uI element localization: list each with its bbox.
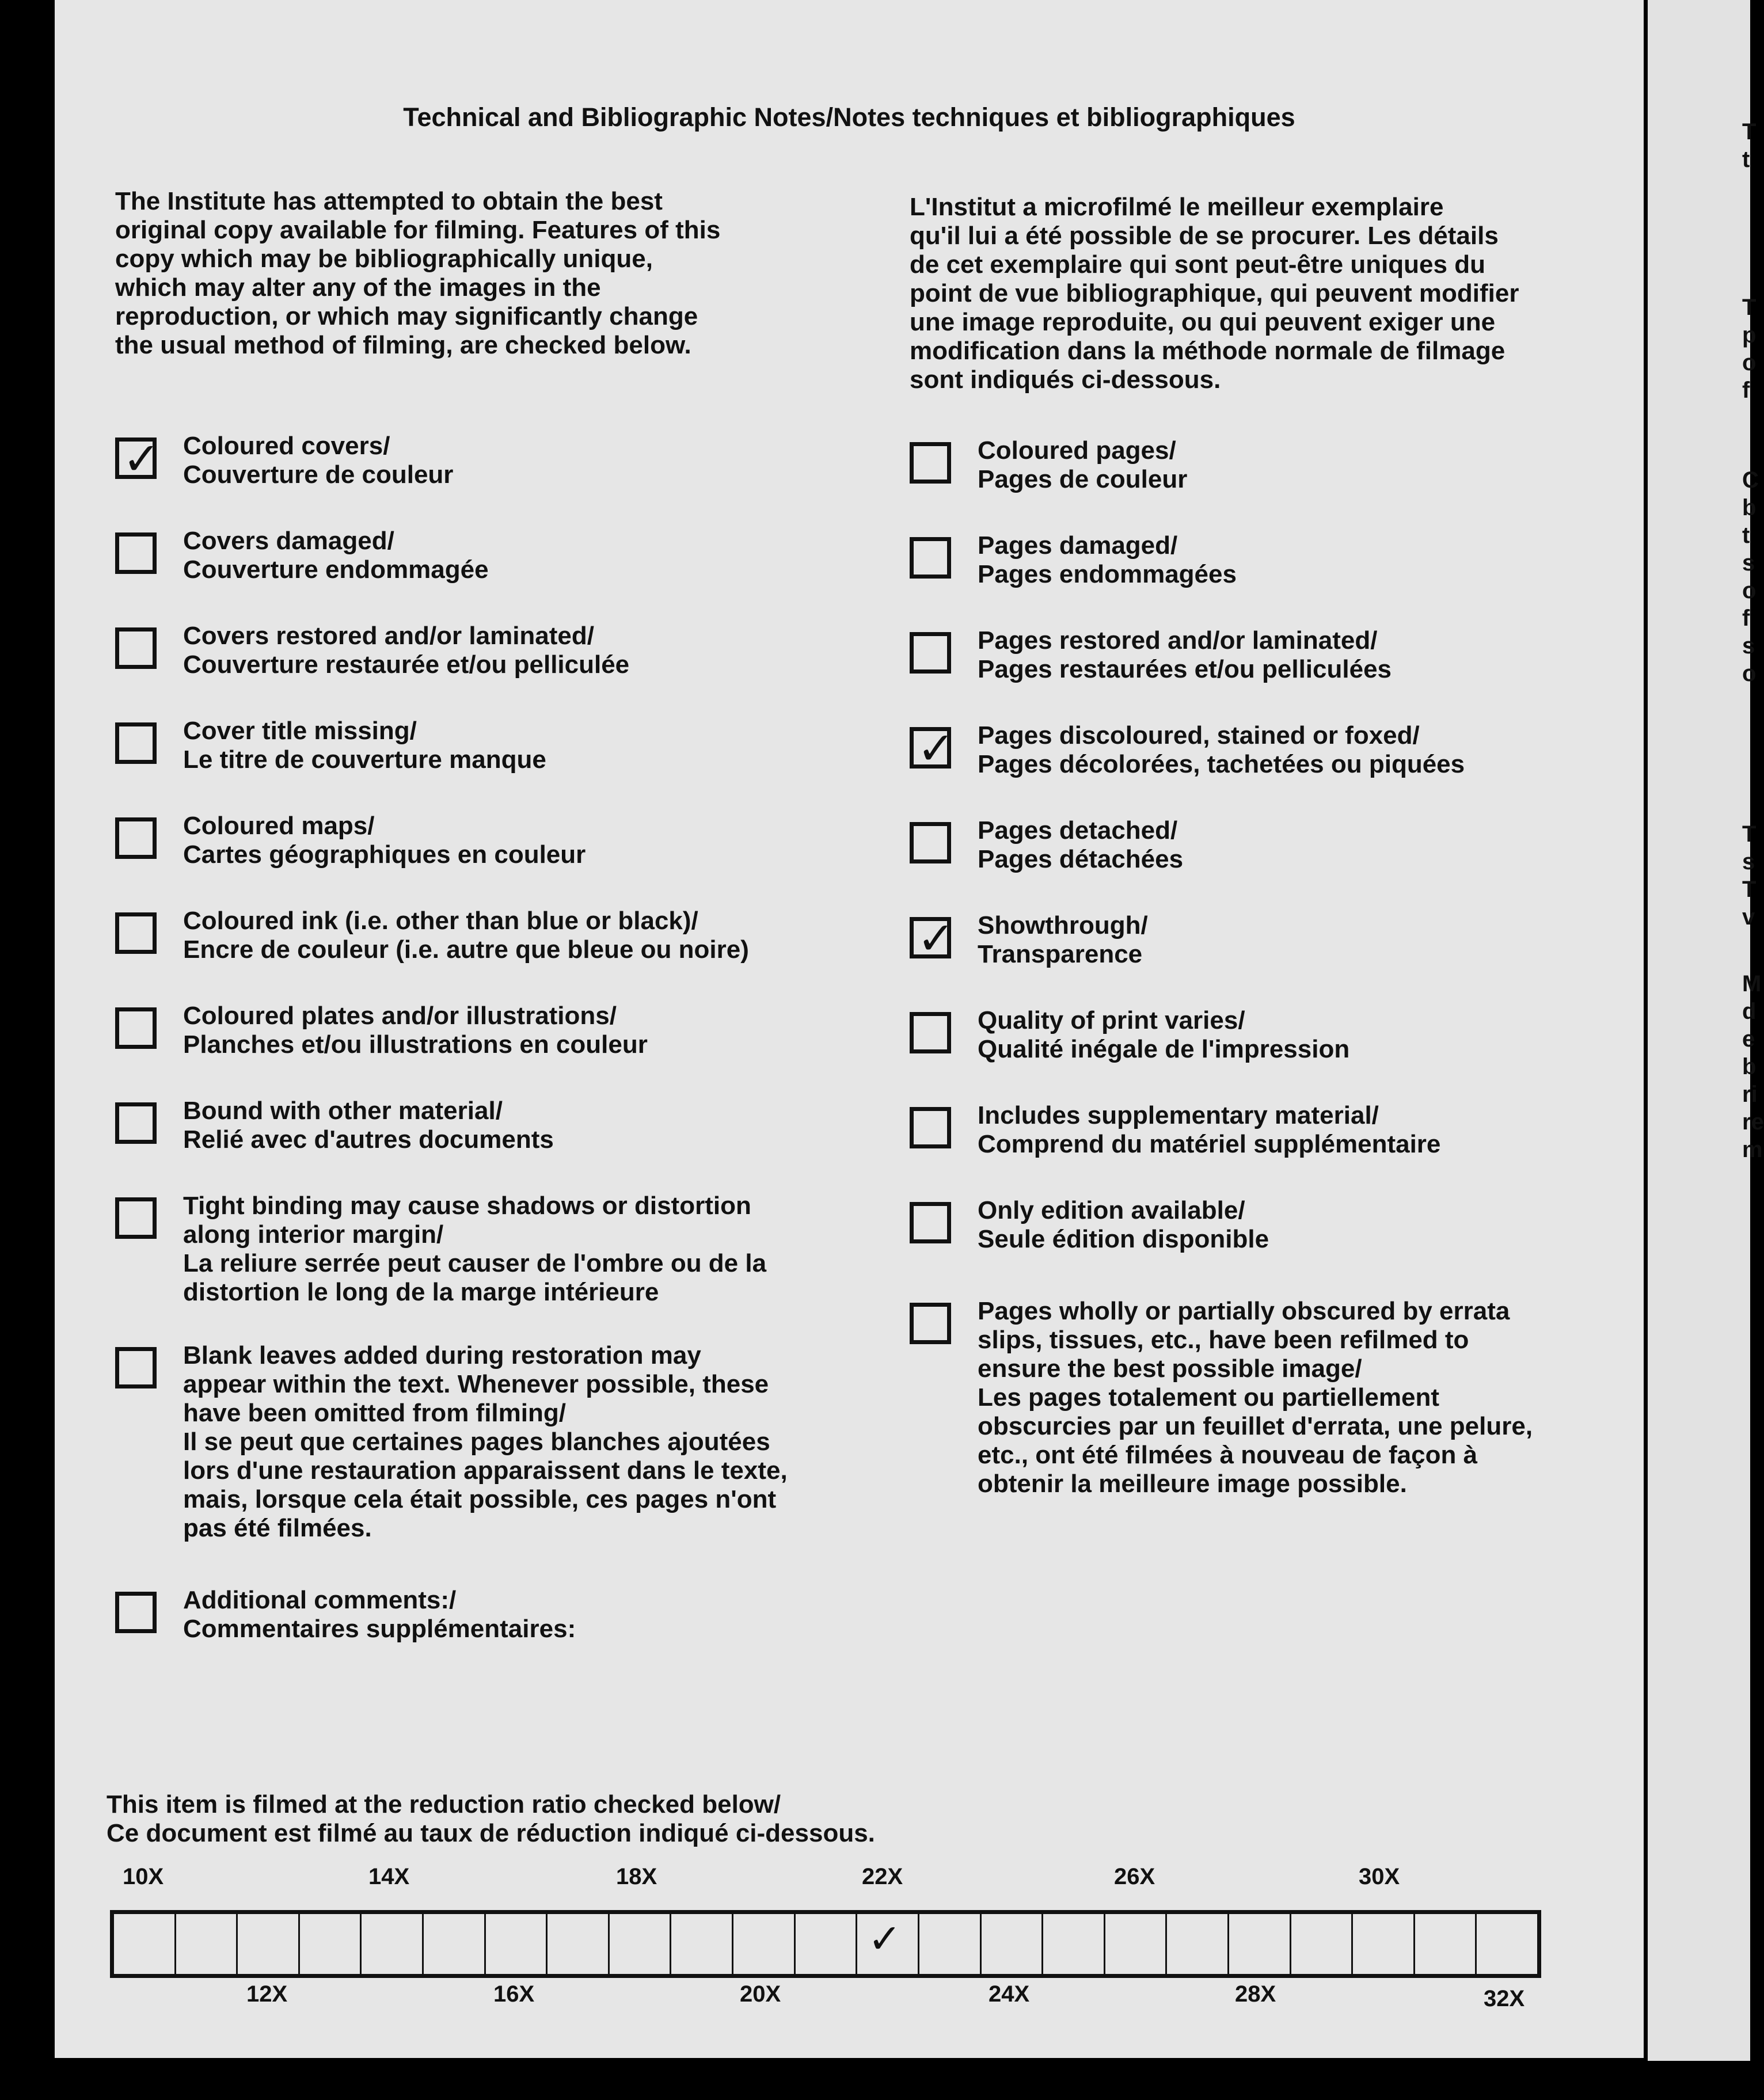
item-label: Pages discoloured, stained or foxed/ Pages décolorées, tachetées ou piquées (978, 721, 1465, 778)
scale-label-bottom: 12X (246, 1981, 288, 2007)
adjacent-page-edge (1648, 0, 1764, 2061)
scale-label-top: 26X (1114, 1864, 1155, 1889)
scale-cell[interactable] (733, 1914, 796, 1974)
item-label: Additional comments:/ Commentaires supplémentaires: (183, 1586, 576, 1643)
edge-text: T p o f (1742, 295, 1757, 403)
checkbox[interactable] (115, 1197, 157, 1239)
checkmark-icon: ✓ (917, 723, 955, 775)
scale-cell[interactable] (796, 1914, 858, 1974)
item-label: Coloured pages/ Pages de couleur (978, 436, 1188, 493)
scale-cell[interactable] (982, 1914, 1044, 1974)
item-label: Showthrough/ Transparence (978, 911, 1148, 968)
scale-cell[interactable] (362, 1914, 424, 1974)
checkbox[interactable] (115, 912, 157, 954)
page-title: Technical and Bibliographic Notes/Notes techniques et bibliographiques (403, 102, 1295, 132)
checkbox[interactable] (910, 913, 955, 965)
scale-label-top: 10X (123, 1864, 164, 1889)
scale-cell[interactable] (1477, 1914, 1537, 1974)
scale-cell[interactable] (1167, 1914, 1229, 1974)
scale-cell[interactable] (1043, 1914, 1105, 1974)
checkbox[interactable] (910, 723, 955, 775)
scale-label-bottom: 24X (989, 1981, 1030, 2007)
scale-label-top: 18X (616, 1864, 657, 1889)
checkmark-icon: ✓ (123, 433, 161, 485)
checkbox[interactable] (115, 1102, 157, 1144)
scale-cell[interactable] (424, 1914, 486, 1974)
checkbox[interactable] (910, 1303, 951, 1344)
checkbox[interactable] (115, 433, 161, 485)
item-label: Includes supplementary material/ Comprend du matériel supplémentaire (978, 1101, 1441, 1158)
item-label: Coloured covers/ Couverture de couleur (183, 432, 454, 489)
checkmark-icon: ✓ (868, 1915, 902, 1962)
scale-label-bottom: 32X (1484, 1986, 1525, 2011)
item-label: Quality of print varies/ Qualité inégale de l'impression (978, 1006, 1350, 1063)
intro-french: L'Institut a microfilmé le meilleur exemplaire qu'il lui a été possible de se procurer. Les détails de cet exemplaire qui sont peut-être uniques du point de vue bibliographique, qui peuvent modifier une image reproduite, ou qui peuvent exiger une modification dans la méthode normale de filmage sont indiqués ci-dessous. (910, 193, 1519, 394)
checkbox[interactable] (910, 1202, 951, 1243)
checkbox[interactable] (115, 817, 157, 859)
scale-cell[interactable] (919, 1914, 982, 1974)
checkbox[interactable] (115, 1592, 157, 1633)
scale-cell[interactable] (1229, 1914, 1291, 1974)
scale-cell[interactable] (300, 1914, 362, 1974)
checkbox[interactable] (910, 822, 951, 863)
checkbox[interactable] (115, 532, 157, 574)
reduction-ratio-note: This item is filmed at the reduction ratio checked below/ Ce document est filmé au taux de réduction indiqué ci-dessous. (107, 1790, 875, 1847)
scale-label-top: 30X (1359, 1864, 1400, 1889)
checkmark-icon: ✓ (917, 913, 955, 965)
scale-cell[interactable] (857, 1914, 919, 1974)
scale-cell[interactable] (486, 1914, 548, 1974)
scale-cell[interactable] (1415, 1914, 1477, 1974)
scale-cell[interactable] (238, 1914, 300, 1974)
edge-text: M d e b ri re m (1742, 971, 1764, 1162)
reduction-ratio-scale (110, 1910, 1541, 1978)
item-label: Bound with other material/ Relié avec d'autres documents (183, 1097, 554, 1154)
edge-text: C b t s o f s o (1742, 467, 1759, 686)
scale-cell[interactable] (1353, 1914, 1415, 1974)
edge-text: T t (1742, 119, 1757, 172)
item-label: Covers damaged/ Couverture endommagée (183, 527, 489, 584)
target-sheet (55, 0, 1644, 2058)
item-label: Covers restored and/or laminated/ Couverture restaurée et/ou pelliculée (183, 622, 630, 679)
item-label: Coloured ink (i.e. other than blue or black)/ Encre de couleur (i.e. autre que bleue ou noire) (183, 907, 749, 964)
scale-cell[interactable] (1291, 1914, 1354, 1974)
item-label: Pages detached/ Pages détachées (978, 816, 1184, 873)
item-label: Blank leaves added during restoration may appear within the text. Whenever possible, these have been omitted from filming/ Il se peut que certaines pages blanches ajoutées lors d'une restauration apparaissent dans le texte, mais, lorsque cela était possible, ces pages n'ont pas été filmées. (183, 1341, 788, 1542)
intro-english: The Institute has attempted to obtain the best original copy available for filming. Features of this copy which may be bibliographically unique, which may alter any of the images in the reproduction, or which may significantly change the usual method of filming, are checked below. (115, 187, 721, 359)
item-label: Pages wholly or partially obscured by errata slips, tissues, etc., have been refilmed to ensure the best possible image/ Les pages totalement ou partiellement obscurcies par un feuillet d'errata, une pelure, etc., ont été filmées à nouveau de façon à obtenir la meilleure image possible. (978, 1297, 1533, 1498)
item-label: Coloured plates and/or illustrations/ Planches et/ou illustrations en couleur (183, 1002, 648, 1059)
scale-cell[interactable] (1105, 1914, 1168, 1974)
checkbox[interactable] (115, 1007, 157, 1049)
item-label: Coloured maps/ Cartes géographiques en couleur (183, 812, 586, 869)
checkbox[interactable] (910, 632, 951, 674)
checkbox[interactable] (910, 1107, 951, 1148)
scale-label-bottom: 20X (740, 1981, 781, 2007)
scale-cell[interactable] (671, 1914, 733, 1974)
scale-label-top: 14X (368, 1864, 410, 1889)
edge-text: T s T v (1742, 821, 1757, 930)
scale-label-bottom: 16X (493, 1981, 535, 2007)
item-label: Cover title missing/ Le titre de couverture manque (183, 717, 546, 774)
scale-cell[interactable] (548, 1914, 610, 1974)
scale-cell[interactable] (610, 1914, 672, 1974)
checkbox[interactable] (910, 537, 951, 579)
checkbox[interactable] (115, 1347, 157, 1388)
checkbox[interactable] (115, 722, 157, 764)
item-label: Only edition available/ Seule édition disponible (978, 1196, 1269, 1253)
scale-label-bottom: 28X (1235, 1981, 1276, 2007)
scale-cell[interactable] (114, 1914, 176, 1974)
item-label: Pages damaged/ Pages endommagées (978, 531, 1237, 588)
item-label: Tight binding may cause shadows or distortion along interior margin/ La reliure serrée peut causer de l'ombre ou de la distortion le long de la marge intérieure (183, 1192, 767, 1306)
checkbox[interactable] (910, 442, 951, 484)
checkbox[interactable] (115, 627, 157, 669)
scale-cell[interactable] (176, 1914, 238, 1974)
checkbox[interactable] (910, 1012, 951, 1053)
scale-label-top: 22X (862, 1864, 903, 1889)
item-label: Pages restored and/or laminated/ Pages restaurées et/ou pelliculées (978, 626, 1392, 683)
